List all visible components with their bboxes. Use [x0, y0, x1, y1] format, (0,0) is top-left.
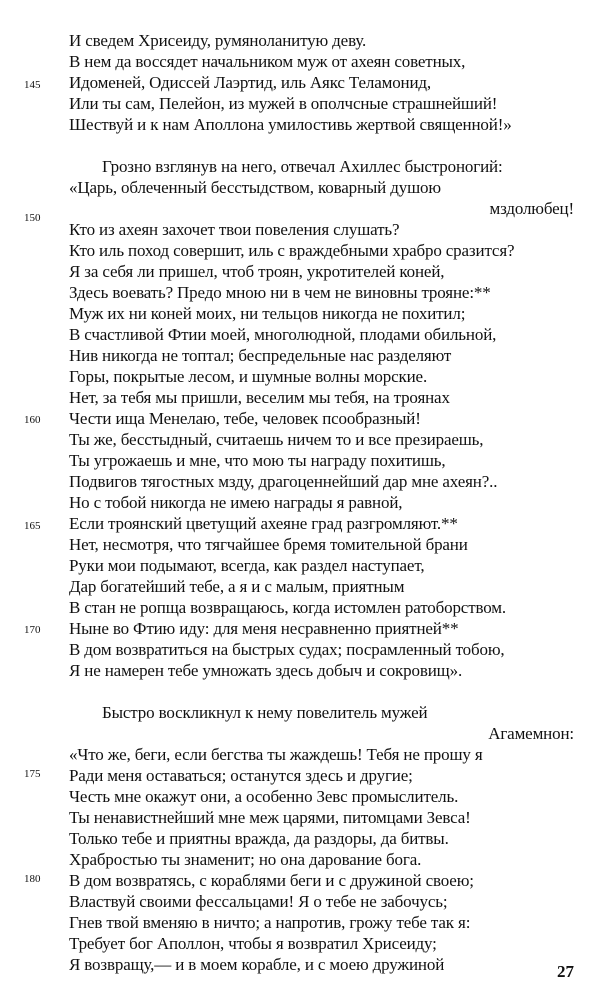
- verse-line: В счастливой Фтии моей, многолюдной, плодами обильной,: [69, 325, 497, 344]
- verse-line: Нив никогда не топтал; беспредельные нас разделяют: [69, 346, 452, 365]
- verse-line: Грозно взглянув на него, отвечал Ахиллес быстроногий:: [102, 157, 503, 176]
- verse-line: Только тебе и приятны вражда, да раздоры, да битвы.: [69, 829, 449, 848]
- verse-line: Быстро воскликнул к нему повелитель мужей: [102, 703, 428, 722]
- page-number: 27: [557, 962, 574, 981]
- verse-line: Нет, несмотря, что тягчайшее бремя томительной брани: [69, 535, 468, 554]
- verse-line: И сведем Хрисеиду, румяноланитую деву.: [69, 31, 367, 50]
- line-number-180: 180: [24, 873, 41, 885]
- verse-line-continuation: Агамемнон:: [488, 724, 574, 743]
- verse-line: Я за себя ли пришел, чтоб троян, укротителей коней,: [69, 262, 445, 281]
- line-number-145: 145: [24, 79, 41, 91]
- line-number-165: 165: [24, 520, 41, 532]
- verse-line: Честь мне окажут они, а особенно Зевс промыслитель.: [69, 787, 459, 806]
- verse-line: Нет, за тебя мы пришли, веселим мы тебя, на троянах: [69, 388, 450, 407]
- verse-line: Ты угрожаешь и мне, что мою ты награду похитишь,: [69, 451, 446, 470]
- line-number-170: 170: [24, 624, 41, 636]
- verse-line: «Царь, облеченный бесстыдством, коварный душою: [69, 178, 441, 197]
- verse-line: Горы, покрытые лесом, и шумные волны морские.: [69, 367, 428, 386]
- verse-line: Дар богатейший тебе, а я и с малым, приятным: [69, 577, 405, 596]
- verse-line: Ради меня оставаться; останутся здесь и другие;: [69, 766, 413, 785]
- verse-line: Кто иль поход совершит, иль с враждебными храбро сразится?: [69, 241, 515, 260]
- verse-line: Но с тобой никогда не имею награды я равной,: [69, 493, 403, 512]
- verse-line: «Что же, беги, если бегства ты жаждешь! Тебя не прошу я: [69, 745, 483, 764]
- verse-line: Руки мои подымают, всегда, как раздел наступает,: [69, 556, 425, 575]
- verse-line: Властвуй своими фессальцами! Я о тебе не забочусь;: [69, 892, 448, 911]
- verse-line: Шествуй и к нам Аполлона умилостивь жертвой священной!»: [69, 115, 512, 134]
- verse-line: Я возвращу,— и в моем корабле, и с моею дружиной: [69, 955, 445, 974]
- verse-line: В дом возвратиться на быстрых судах; посрамленный тобою,: [69, 640, 505, 659]
- line-number-160: 160: [24, 414, 41, 426]
- verse-line: Я не намерен тебе умножать здесь добыч и сокровищ».: [69, 661, 463, 680]
- verse-line: В стан не ропща возвращаюсь, когда истомлен ратоборством.: [69, 598, 506, 617]
- verse-line: В дом возвратясь, с кораблями беги и с дружиной своею;: [69, 871, 474, 890]
- verse-line: Кто из ахеян захочет твои повеления слушать?: [69, 220, 400, 239]
- verse-line: Ты же, бесстыдный, считаешь ничем то и все презираешь,: [69, 430, 484, 449]
- verse-line: Ныне во Фтию иду: для меня несравненно приятней**: [69, 619, 459, 638]
- verse-line: Требует бог Аполлон, чтобы я возвратил Хрисеиду;: [69, 934, 437, 953]
- line-number-150: 150: [24, 212, 41, 224]
- verse-line: В нем да воссядет начальником муж от ахеян советных,: [69, 52, 466, 71]
- verse-line: Идоменей, Одиссей Лаэртид, иль Аякс Теламонид,: [69, 73, 432, 92]
- verse-line: Муж их ни коней моих, ни тельцов никогда не похитил;: [69, 304, 466, 323]
- verse-line: Если троянский цветущий ахеяне град разгромляют.**: [69, 514, 458, 533]
- verse-line: Или ты сам, Пелейон, из мужей в ополчсные страшнейший!: [69, 94, 498, 113]
- verse-line: Гнев твой вменяю в ничто; а напротив, грожу тебе так я:: [69, 913, 471, 932]
- line-number-175: 175: [24, 768, 41, 780]
- verse-line: Чести ища Менелаю, тебе, человек псообразный!: [69, 409, 421, 428]
- verse-line: Здесь воевать? Предо мною ни в чем не виновны трояне:**: [69, 283, 491, 302]
- verse-line: Подвигов тягостных мзду, драгоценнейший дар мне ахеян?..: [69, 472, 498, 491]
- verse-line: Ты ненавистнейший мне меж царями, питомцами Зевса!: [69, 808, 471, 827]
- verse-line: Храбростью ты знаменит; но она дарование бога.: [69, 850, 422, 869]
- verse-line-continuation: мздолюбец!: [489, 199, 574, 218]
